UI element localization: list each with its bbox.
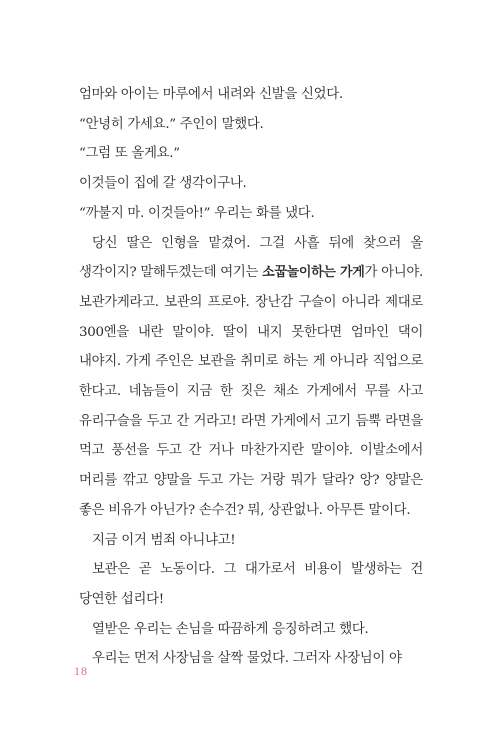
paragraph-6 [79,229,423,526]
page-number: 18 [74,664,88,678]
body-text [79,80,423,674]
paragraph-5: “까불지 마. 이것들아!” 우리는 화를 냈다. [79,205,315,221]
paragraph-6-part-2: 가 아니야. 보관가게라고. 보관의 프로야. 장난감 구슬이 아니라 제대로 300엔을 내란 말이야. 딸이 내지 못한다면 엄마인 댁이 내야지. 가게 주인은 보관을 취미로 하는 게 아니라 직업으로 한다고. 네놈들이 지금 한 짓은 채소 가게에서 무를 사고 유리구슬을 두고 간 거라고! 라면 가게에서 고기 듬뿍 라면을 먹고 풍선을 두고 간 거나 마찬가지란 말이야. 이발소에서 머리를 깎고 양말을 두고 가는 거랑 뭐가 달라? 앙? 양말은 좋은 비유가 아닌가? 손수건? 뭐, 상관없나. 아무튼 말이다. [79,265,423,518]
paragraph-10: 우리는 먼저 사장님을 살짝 물었다. 그러자 사장님이 야 [92,651,402,667]
paragraph-7: 지금 이거 범죄 아니냐고! [92,532,236,548]
paragraph-9: 열받은 우리는 손님을 따끔하게 응징하려고 했다. [92,621,369,637]
paragraph-2: “안녕히 가세요.” 주인이 말했다. [79,116,264,132]
paragraph-6-emphasis: 소꿉놀이하는 가게 [262,265,365,281]
paragraph-1: 엄마와 아이는 마루에서 내려와 신발을 신었다. [79,87,343,102]
paragraph-8: 보관은 곧 노동이다. 그 대가로서 비용이 발생하는 건 당연한 섭리다! [79,562,423,607]
paragraph-3: “그럼 또 올게요.” [79,146,180,162]
paragraph-4: 이것들이 집에 갈 생각이구나. [79,176,247,192]
paragraph-6-part-1: 당신 딸은 인형을 맡겼어. 그걸 사흘 뒤에 찾으러 올 생각이지? 말해두겠는데 여기는 [79,235,423,281]
